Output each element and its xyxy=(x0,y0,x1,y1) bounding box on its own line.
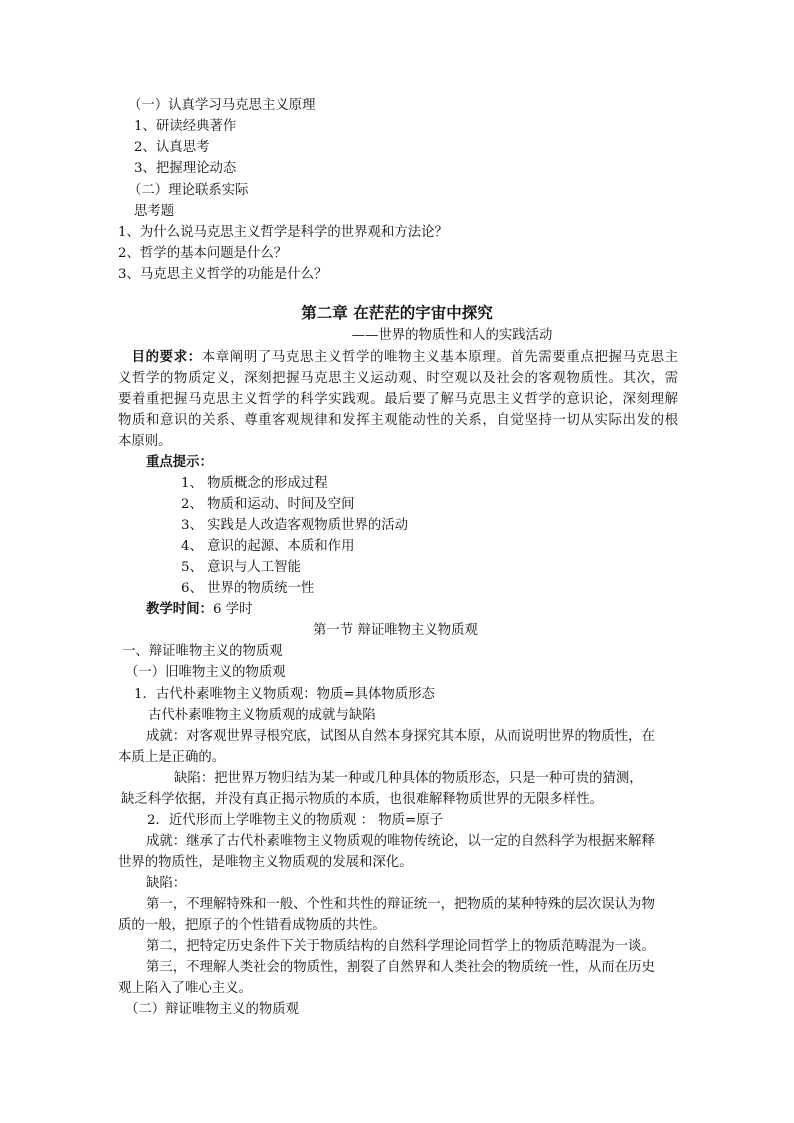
section-title: 第一节 辩证唯物主义物质观 xyxy=(313,623,478,638)
keypoint-item: 2、 物质和运动、时间及空间 xyxy=(181,497,355,512)
paragraph-line: 第二，把特定历史条件下关于物质结构的自然科学理论同哲学上的物质范畴混为一谈。 xyxy=(146,939,655,954)
paragraph-line: 本质上是正确的。 xyxy=(118,750,226,765)
keypoint-item: 5、 意识与人工智能 xyxy=(181,560,301,575)
paragraph-line: 缺乏科学依据，并没有真正揭示物质的本质，也很难解释物质世界的无限多样性。 xyxy=(121,792,604,807)
section-heading: （一）旧唯物主义的物质观 xyxy=(125,665,286,680)
teaching-time-label: 教学时间： xyxy=(146,601,213,617)
paragraph-line: 缺陷： xyxy=(146,876,187,891)
keypoint-item: 1、 物质概念的形成过程 xyxy=(181,476,328,491)
section-heading: （二）辩证唯物主义的物质观 xyxy=(125,1002,300,1017)
aims-label: 目的要求： xyxy=(131,349,202,365)
list-item: 1、研读经典著作 xyxy=(134,119,237,134)
aims-paragraph-line: 本原则。 xyxy=(118,434,172,449)
list-item: 3、把握理论动态 xyxy=(134,161,237,176)
keypoints-label: 重点提示： xyxy=(146,454,213,470)
aims-paragraph-line: 物质和意识的关系、尊重客观规律和发挥主观能动性的关系，自觉坚持一切从实际出发的根 xyxy=(118,413,678,428)
chapter-subtitle: ——世界的物质性和人的实践活动 xyxy=(351,328,553,343)
paragraph-line: 成就：继承了古代朴素唯物主义物质观的唯物传统论，以一定的自然科学为根据来解释 xyxy=(146,834,655,849)
paragraph-line: 缺陷：把世界万物归结为某一种或几种具体的物质形态，只是一种可贵的猜测， xyxy=(174,771,643,786)
aims-paragraph-line: 目的要求：本章阐明了马克思主义哲学的唯物主义基本原理。首先需要重点把握马克思主 xyxy=(131,349,678,365)
chapter-title: 第二章 在茫茫的宇宙中探究 xyxy=(301,303,493,322)
paragraph-line: 第三，不理解人类社会的物质性，割裂了自然界和人类社会的物质统一性，从而在历史 xyxy=(146,960,655,975)
aims-paragraph-line: 要着重把握马克思主义哲学的科学实践观。最后要了解马克思主义哲学的意识论，深刻理解 xyxy=(118,392,678,407)
paragraph-line: 质的一般，把原子的个性错看成物质的共性。 xyxy=(118,918,386,933)
section-heading: 1．古代朴素唯物主义物质观：物质=具体物质形态 xyxy=(134,687,435,702)
section-heading: 一、辩证唯物主义的物质观 xyxy=(122,644,283,659)
list-item: 2、认真思考 xyxy=(134,140,210,155)
question-item: 3、马克思主义哲学的功能是什么？ xyxy=(118,267,328,282)
aims-paragraph-line: 义哲学的物质定义，深刻把握马克思主义运动观、时空观以及社会的客观物质性。其次，需 xyxy=(118,371,678,386)
teaching-time-value: 6 学时 xyxy=(212,602,253,617)
keypoint-item: 3、 实践是人改造客观物质世界的活动 xyxy=(181,518,409,533)
paragraph-line: 成就：对客观世界寻根究底，试图从自然本身探究其本原，从而说明世界的物质性，在 xyxy=(146,729,655,744)
question-item: 1、为什么说马克思主义哲学是科学的世界观和方法论？ xyxy=(118,225,448,240)
teaching-time xyxy=(146,599,253,620)
heading-theory-practice: （二）理论联系实际 xyxy=(128,183,249,198)
keypoint-item: 4、 意识的起源、本质和作用 xyxy=(181,539,355,554)
paragraph-line: 第一，不理解特殊和一般、个性和共性的辩证统一，把物质的某种特殊的层次误认为物 xyxy=(146,897,655,912)
paragraph-line: 世界的物质性，是唯物主义物质观的发展和深化。 xyxy=(118,855,413,870)
question-item: 2、哲学的基本问题是什么？ xyxy=(118,246,288,261)
section-heading: 古代朴素唯物主义物质观的成就与缺陷 xyxy=(148,708,376,723)
paragraph-line: 观上陷入了唯心主义。 xyxy=(118,981,252,996)
keypoint-item: 6、 世界的物质统一性 xyxy=(181,581,315,596)
questions-heading: 思考题 xyxy=(134,204,175,219)
section-heading: 2．近代形而上学唯物主义的物质观 ： 物质=原子 xyxy=(147,813,444,828)
heading-study-principles: （一）认真学习马克思主义原理 xyxy=(128,98,316,113)
